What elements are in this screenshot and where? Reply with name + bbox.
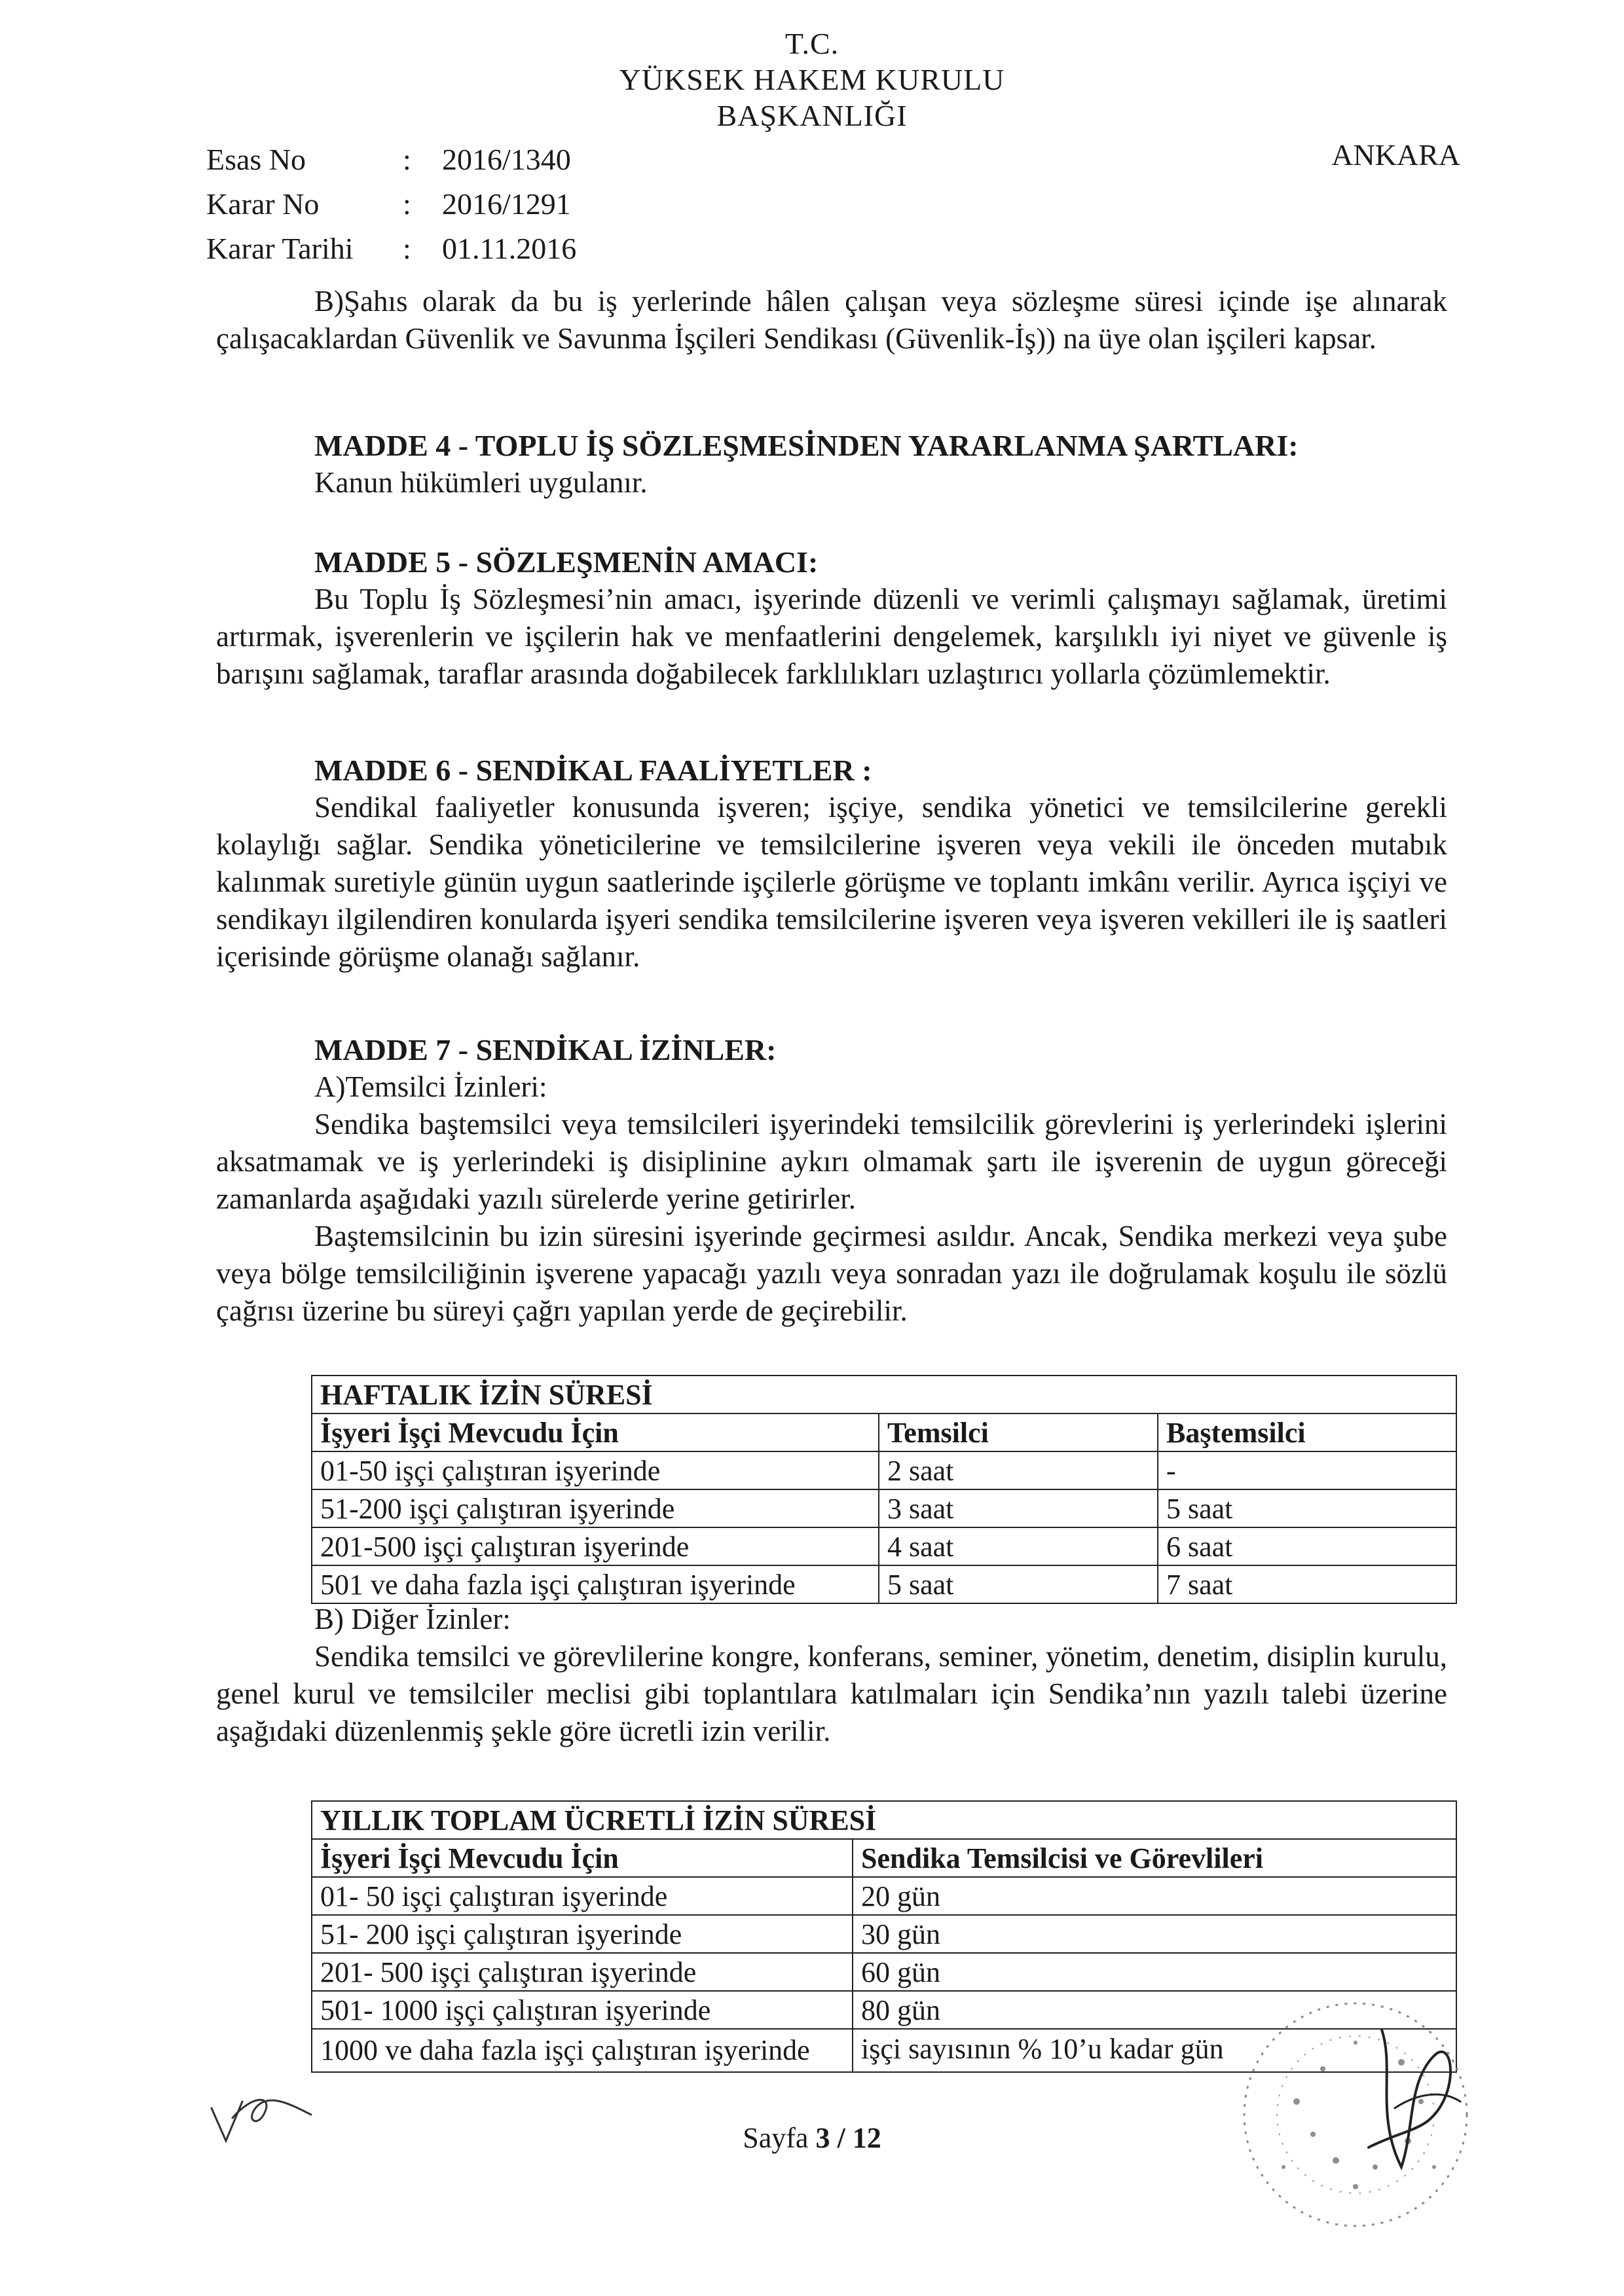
table-cell: 201-500 işçi çalıştıran işyerinde bbox=[312, 1527, 879, 1565]
table-cell: 20 gün bbox=[853, 1877, 1456, 1915]
header-tc: T.C. bbox=[784, 27, 840, 60]
madde5-section bbox=[216, 543, 1447, 693]
madde5-title: MADDE 5 - SÖZLEŞMENİN AMACI: bbox=[314, 545, 819, 579]
table2-header-officials: Sendika Temsilcisi ve Görevlileri bbox=[853, 1839, 1456, 1877]
madde7-p1: Sendika baştemsilci veya temsilcileri işyerindeki temsilcilik görevlerini iş yerlerindeki işlerini aksatmamak ve iş yerlerindeki iş disiplinine aykırı olmamak şartı ile işverenin de uygun göreceği zamanlarda aşağıdaki yazılı sürelerde yerine getirirler. bbox=[216, 1108, 1447, 1215]
esas-label: Esas No bbox=[206, 143, 306, 176]
table-row bbox=[312, 1451, 1456, 1489]
table1-title: HAFTALIK İZİN SÜRESİ bbox=[312, 1376, 1456, 1413]
table-cell: 4 saat bbox=[879, 1527, 1158, 1565]
table1-header-workforce: İşyeri İşçi Mevcudu İçin bbox=[312, 1413, 879, 1451]
tarih-colon: : bbox=[403, 232, 411, 265]
esas-colon: : bbox=[403, 143, 411, 176]
madde7-section bbox=[216, 1031, 1447, 1330]
madde4-title: MADDE 4 - TOPLU İŞ SÖZLEŞMESİNDEN YARARLANMA ŞARTLARI: bbox=[314, 429, 1299, 462]
madde7-other-leaves bbox=[216, 1601, 1447, 1750]
tarih-value: 01.11.2016 bbox=[442, 232, 577, 265]
table-cell: 60 gün bbox=[853, 1953, 1456, 1991]
table-cell: 5 saat bbox=[879, 1565, 1158, 1603]
table-cell: 201- 500 işçi çalıştıran işyerinde bbox=[312, 1953, 853, 1991]
tarih-label: Karar Tarihi bbox=[206, 232, 354, 265]
table-row bbox=[312, 1413, 1456, 1451]
table-cell: - bbox=[1158, 1451, 1456, 1489]
esas-row bbox=[206, 137, 576, 182]
table-row bbox=[312, 1915, 1456, 1953]
case-meta bbox=[206, 137, 576, 271]
esas-value: 2016/1340 bbox=[442, 143, 571, 176]
madde7-sub-a: A)Temsilci İzinleri: bbox=[314, 1070, 547, 1103]
madde7-p3: Sendika temsilci ve görevlilerine kongre, konferans, seminer, yönetim, denetim, disiplin kurulu, genel kurul ve temsilciler meclisi gibi toplantılara katılmaları için Sendika’nın yazılı talebi üzerine aşağıdaki düzenlenmiş şekle göre ücretli izin verilir. bbox=[216, 1640, 1447, 1747]
table-cell: 1000 ve daha fazla işçi çalıştıran işyerinde bbox=[312, 2029, 853, 2072]
page-total: 12 bbox=[852, 2122, 881, 2154]
table1-header-bastemsilci: Baştemsilci bbox=[1158, 1413, 1456, 1451]
table-cell: 2 saat bbox=[879, 1451, 1158, 1489]
page-prefix: Sayfa bbox=[743, 2122, 809, 2154]
table-cell: 501 ve daha fazla işçi çalıştıran işyerinde bbox=[312, 1565, 879, 1603]
table-cell: 51-200 işçi çalıştıran işyerinde bbox=[312, 1489, 879, 1527]
madde6-title: MADDE 6 - SENDİKAL FAALİYETLER : bbox=[314, 754, 872, 787]
intro-section bbox=[216, 283, 1447, 357]
table-row bbox=[312, 1489, 1456, 1527]
tarih-row bbox=[206, 227, 576, 271]
page-separator: / bbox=[837, 2122, 845, 2154]
karar-value: 2016/1291 bbox=[442, 187, 571, 221]
header-presidency: BAŞKANLIĞI bbox=[716, 99, 908, 132]
madde7-sub-b: B) Diğer İzinler: bbox=[314, 1603, 511, 1635]
table-row bbox=[312, 1839, 1456, 1877]
table-cell: 80 gün bbox=[853, 1991, 1456, 2029]
table-cell: 01- 50 işçi çalıştıran işyerinde bbox=[312, 1877, 853, 1915]
page-current: 3 bbox=[815, 2122, 830, 2154]
weekly-leave-table bbox=[311, 1375, 1457, 1604]
table-row bbox=[312, 1376, 1456, 1413]
table-row bbox=[312, 1877, 1456, 1915]
madde4-section bbox=[216, 427, 1447, 501]
madde6-text: Sendikal faaliyetler konusunda işveren; işçiye, sendika yönetici ve temsilcilerine gerekli kolaylığı sağlar. Sendika yöneticilerine ve temsilcilerine işveren veya vekili ile önceden mutabık kalınmak suretiyle günün uygun saatlerinde işçilerle görüşme ve toplantı imkânı verilir. Ayrıca işçiyi ve sendikayı ilgilendiren konularda işyeri sendika temsilcilerine işveren veya işveren vekilleri ile iş saatleri içerisinde görüşme olanağı sağlanır. bbox=[216, 791, 1447, 973]
table-row bbox=[312, 1565, 1456, 1603]
madde5-text: Bu Toplu İş Sözleşmesi’nin amacı, işyerinde düzenli ve verimli çalışmayı sağlamak, üretimi artırmak, işverenlerin ve işçilerin hak ve menfaatlerini dengelemek, karşılıklı iyi niyet ve güvenle iş barışını sağlamak, taraflar arasında doğabilecek farklılıkları uzlaştırıcı yollarla çözümlemektir. bbox=[216, 583, 1447, 690]
table-cell: 3 saat bbox=[879, 1489, 1158, 1527]
header-institution: YÜKSEK HAKEM KURULU bbox=[619, 63, 1005, 96]
table1-header-temsilci: Temsilci bbox=[879, 1413, 1158, 1451]
table-row bbox=[312, 1527, 1456, 1565]
karar-row bbox=[206, 182, 576, 227]
madde7-p2: Baştemsilcinin bu izin süresini işyerinde geçirmesi asıldır. Ancak, Sendika merkezi veya şube veya bölge temsilciliğinin işverene yapacağı yazılı veya sonradan yazı ile doğrulamak koşulu ile sözlü çağrısı üzerine bu süreyi çağrı yapılan yerde de geçirebilir. bbox=[216, 1220, 1447, 1327]
karar-colon: : bbox=[403, 187, 411, 221]
intro-paragraph: B)Şahıs olarak da bu iş yerlerinde hâlen çalışan veya sözleşme süresi içinde işe alınarak çalışacaklardan Güvenlik ve Savunma İşçileri Sendikası (Güvenlik-İş)) na üye olan işçileri kapsar. bbox=[216, 285, 1447, 355]
madde4-text: Kanun hükümleri uygulanır. bbox=[314, 466, 648, 499]
table2-title: YILLIK TOPLAM ÜCRETLİ İZİN SÜRESİ bbox=[312, 1801, 1456, 1839]
right-signature-icon bbox=[1356, 2016, 1473, 2187]
table-cell: 7 saat bbox=[1158, 1565, 1456, 1603]
table-cell: 501- 1000 işçi çalıştıran işyerinde bbox=[312, 1991, 853, 2029]
table-cell: 5 saat bbox=[1158, 1489, 1456, 1527]
table-cell: 30 gün bbox=[853, 1915, 1456, 1953]
table-cell: 6 saat bbox=[1158, 1527, 1456, 1565]
city-label: ANKARA bbox=[1331, 138, 1460, 172]
madde7-title: MADDE 7 - SENDİKAL İZİNLER: bbox=[314, 1033, 777, 1066]
table2-header-workforce: İşyeri İşçi Mevcudu İçin bbox=[312, 1839, 853, 1877]
page-number bbox=[0, 2121, 1624, 2155]
table-cell: işçi sayısının % 10’u kadar gün bbox=[853, 2029, 1456, 2072]
table-row bbox=[312, 1801, 1456, 1839]
table-cell: 51- 200 işçi çalıştıran işyerinde bbox=[312, 1915, 853, 1953]
madde6-section bbox=[216, 752, 1447, 975]
table-cell: 01-50 işçi çalıştıran işyerinde bbox=[312, 1451, 879, 1489]
karar-label: Karar No bbox=[206, 187, 320, 221]
